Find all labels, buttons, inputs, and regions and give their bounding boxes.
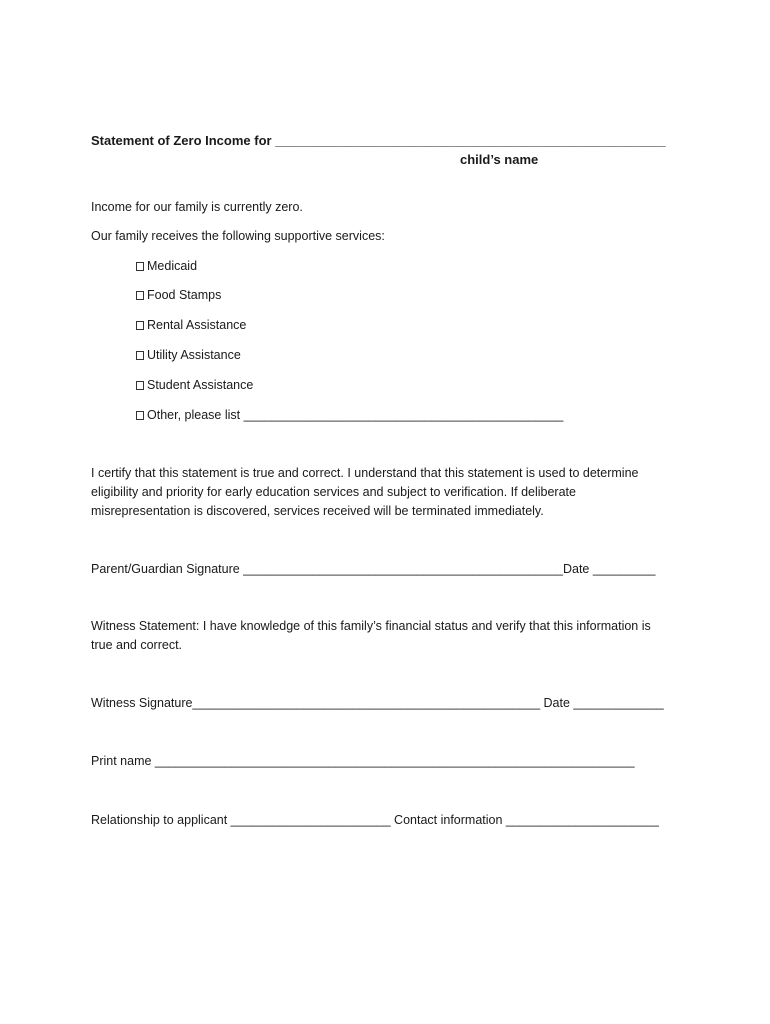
service-label: Rental Assistance xyxy=(147,318,247,332)
service-medicaid[interactable] xyxy=(136,257,197,275)
checkbox-icon[interactable] xyxy=(136,321,144,330)
certification-line: misrepresentation is discovered, services received will be terminated immediately. xyxy=(91,504,544,518)
service-label: Student Assistance xyxy=(147,378,254,392)
witness-statement-line: true and correct. xyxy=(91,638,183,652)
witness-statement xyxy=(91,617,681,655)
certification-line: eligibility and priority for early education services and subject to verification. If deliberate xyxy=(91,485,576,499)
service-rental-assistance[interactable] xyxy=(136,316,246,334)
service-student-assistance[interactable] xyxy=(136,376,253,394)
service-label: Medicaid xyxy=(147,259,198,273)
income-statement: Income for our family is currently zero. xyxy=(91,200,303,214)
service-other[interactable] xyxy=(136,406,563,424)
service-label: Other, please list ______________________________________________ xyxy=(147,408,564,422)
checkbox-icon[interactable] xyxy=(136,381,144,390)
relationship-contact-field[interactable]: Relationship to applicant _______________________ Contact information ______________________ xyxy=(91,813,659,827)
print-name-field[interactable]: Print name _____________________________________________________________________ xyxy=(91,754,635,768)
witness-statement-line: Witness Statement: I have knowledge of this family’s financial status and verify that this information is xyxy=(91,619,651,633)
witness-signature-field[interactable]: Witness Signature__________________________________________________ Date _____________ xyxy=(91,696,664,710)
service-label: Food Stamps xyxy=(147,288,222,302)
checkbox-icon[interactable] xyxy=(136,351,144,360)
service-utility-assistance[interactable] xyxy=(136,346,241,364)
certification-line: I certify that this statement is true and correct. I understand that this statement is used to determine xyxy=(91,466,639,480)
service-label: Utility Assistance xyxy=(147,348,241,362)
service-food-stamps[interactable] xyxy=(136,286,221,304)
childs-name-label: child’s name xyxy=(460,152,539,167)
services-intro: Our family receives the following supportive services: xyxy=(91,229,385,243)
checkbox-icon[interactable] xyxy=(136,262,144,271)
parent-signature-field[interactable]: Parent/Guardian Signature ______________________________________________Date _________ xyxy=(91,562,656,576)
checkbox-icon[interactable] xyxy=(136,291,144,300)
checkbox-icon[interactable] xyxy=(136,411,144,420)
certification-paragraph xyxy=(91,464,681,521)
form-title: Statement of Zero Income for ______________________________________________________ xyxy=(91,133,666,148)
